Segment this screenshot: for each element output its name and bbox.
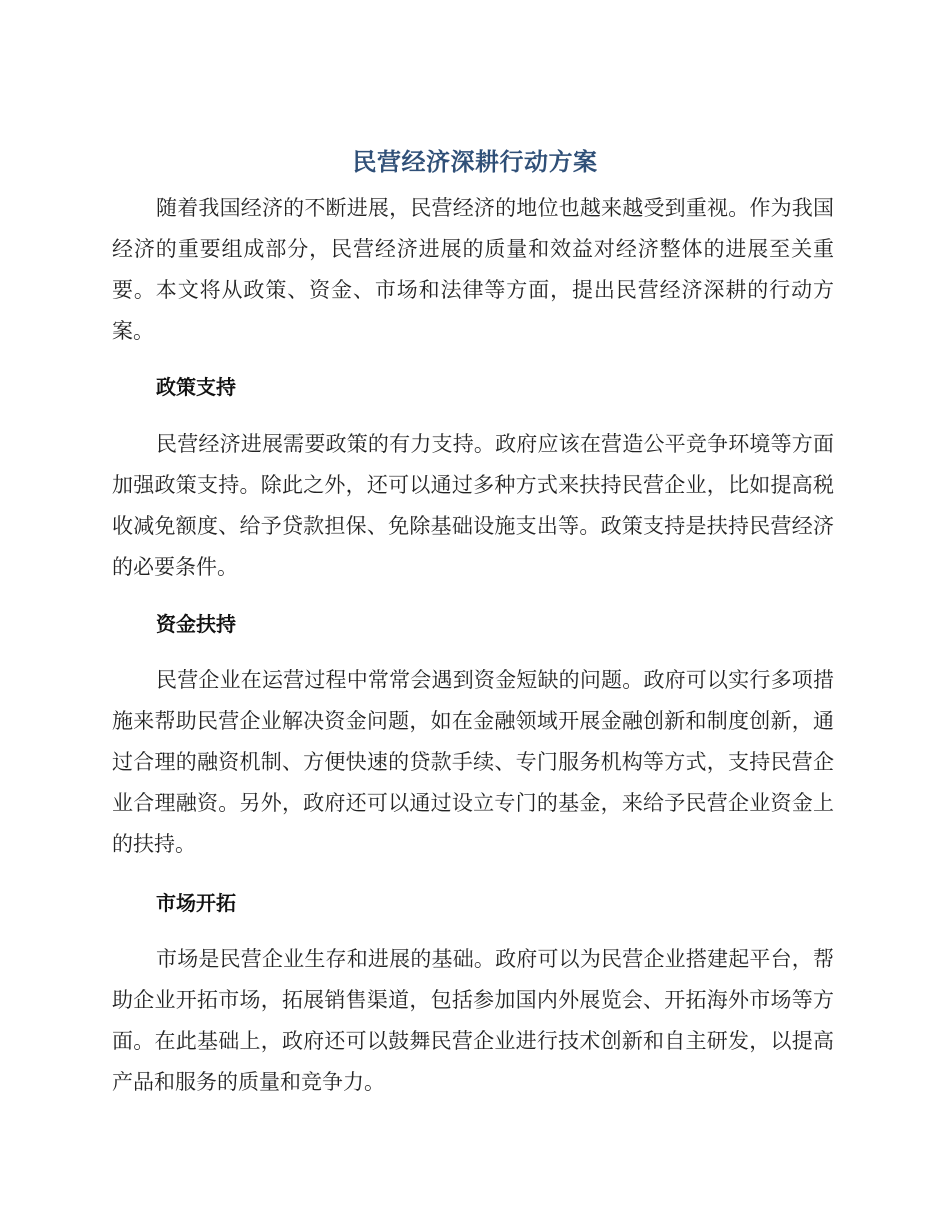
section-heading-funding: 资金扶持 bbox=[156, 612, 236, 636]
intro-paragraph: 随着我国经济的不断进展，民营经济的地位也越来越受到重视。作为我国经济的重要组成部分，民营经济进展的质量和效益对经济整体的进展至关重要。本文将从政策、资金、市场和法律等方面，提出民营经济深耕的行动方案。 bbox=[112, 196, 834, 343]
section-paragraph-market: 市场是民营企业生存和进展的基础。政府可以为民营企业搭建起平台，帮助企业开拓市场，拓展销售渠道，包括参加国内外展览会、开拓海外市场等方面。在此基础上，政府还可以鼓舞民营企业进行技术创新和自主研发，以提高产品和服务的质量和竞争力。 bbox=[112, 947, 834, 1094]
section-heading-policy: 政策支持 bbox=[156, 375, 236, 399]
section-paragraph-policy: 民营经济进展需要政策的有力支持。政府应该在营造公平竞争环境等方面加强政策支持。除此之外，还可以通过多种方式来扶持民营企业，比如提高税收减免额度、给予贷款担保、免除基础设施支出等。政策支持是扶持民营经济的必要条件。 bbox=[112, 432, 834, 579]
section-heading-market: 市场开拓 bbox=[156, 891, 236, 915]
section-paragraph-funding: 民营企业在运营过程中常常会遇到资金短缺的问题。政府可以实行多项措施来帮助民营企业解决资金问题，如在金融领域开展金融创新和制度创新，通过合理的融资机制、方便快速的贷款手续、专门服务机构等方式，支持民营企业合理融资。另外，政府还可以通过设立专门的基金，来给予民营企业资金上的扶持。 bbox=[112, 668, 834, 856]
document-title: 民营经济深耕行动方案 bbox=[352, 148, 598, 176]
